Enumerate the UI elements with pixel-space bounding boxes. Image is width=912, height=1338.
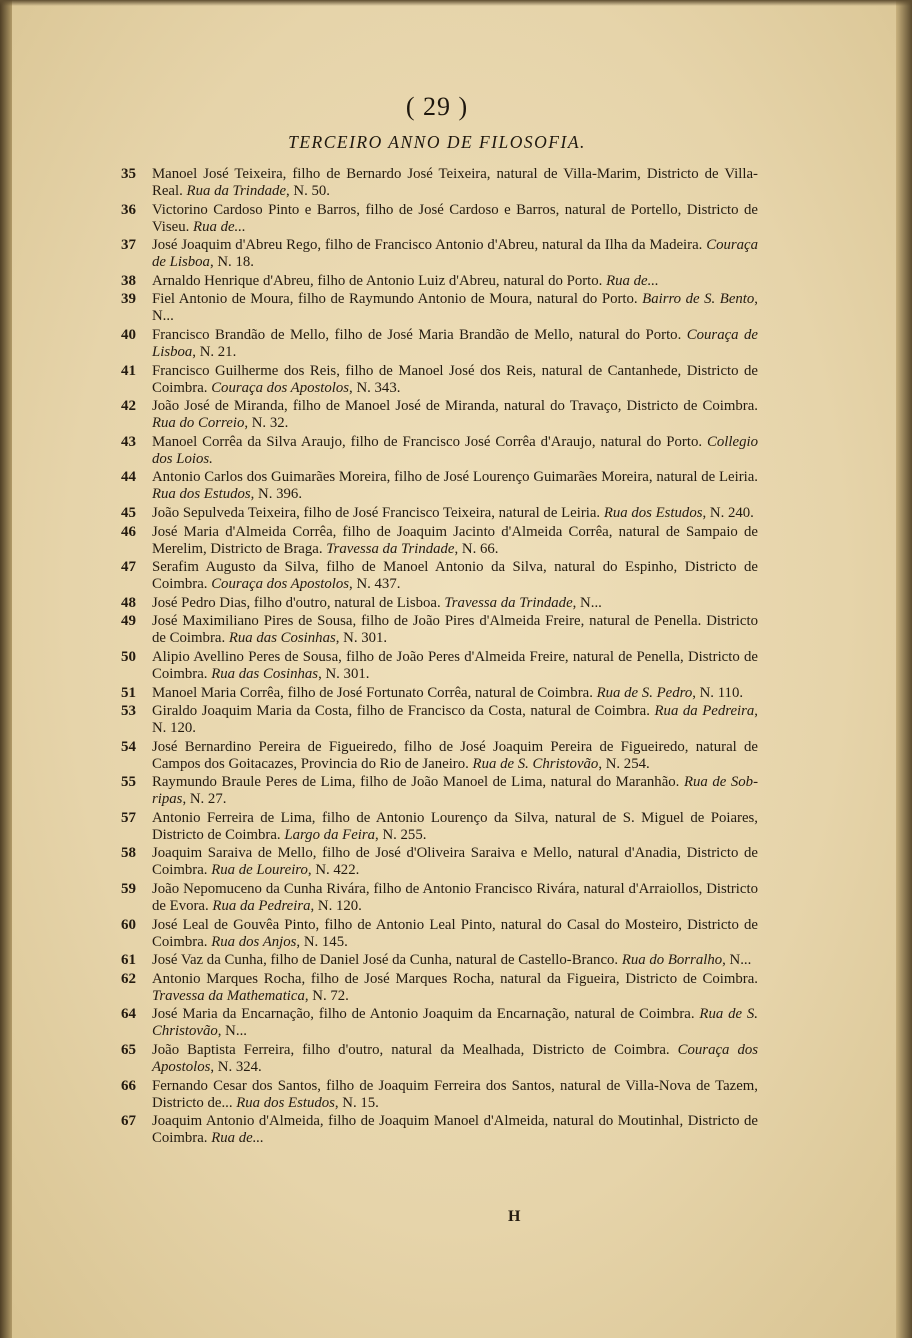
entry-text bbox=[152, 649, 758, 683]
entry-address: Rua de S. Christovão bbox=[472, 755, 599, 772]
entry-house-number: , N. 21. bbox=[192, 343, 237, 360]
entry-number: 64 bbox=[121, 1006, 136, 1023]
entry-description: José Bernardino Pereira de Figueiredo, filho de José Joaquim Pereira de Figueiredo, natural de Campos dos Goitacazes, Provincia do Rio de Janeiro. bbox=[152, 738, 758, 772]
entry-text bbox=[152, 202, 758, 236]
entry-description: Joaquim Antonio d'Almeida, filho de Joaquim Manoel d'Almeida, natural do Moutinhal, Districto de Coimbra. bbox=[152, 1113, 758, 1147]
entry-number: 53 bbox=[121, 703, 136, 720]
entry-number: 41 bbox=[121, 362, 136, 379]
entry-text bbox=[152, 505, 758, 522]
entry-number: 37 bbox=[121, 237, 136, 254]
list-item bbox=[108, 273, 758, 290]
list-item bbox=[108, 810, 758, 844]
entry-number: 60 bbox=[121, 916, 136, 933]
list-item bbox=[108, 166, 758, 200]
entry-description: João José de Miranda, filho de Manoel José de Miranda, natural do Travaço, Districto de Coimbra. bbox=[152, 398, 758, 415]
entry-address: Rua do Borralho bbox=[621, 952, 723, 969]
list-item bbox=[108, 917, 758, 951]
entry-text bbox=[152, 363, 758, 397]
page-number: ( 29 ) bbox=[405, 92, 469, 121]
entry-address: Rua de... bbox=[606, 272, 659, 289]
entry-text bbox=[152, 613, 758, 647]
entry-description: Fernando Cesar dos Santos, filho de Joaquim Ferreira dos Santos, natural de Villa-Nova de Tazem, Districto de... bbox=[152, 1077, 758, 1111]
entry-number: 44 bbox=[121, 469, 136, 486]
list-item bbox=[108, 881, 758, 915]
entry-text bbox=[152, 595, 758, 612]
entry-text bbox=[152, 166, 758, 200]
entry-description: José Vaz da Cunha, filho de Daniel José da Cunha, natural de Castello-Branco. bbox=[152, 952, 619, 969]
entry-text bbox=[152, 685, 758, 702]
entry-house-number: , N... bbox=[572, 594, 602, 611]
list-item bbox=[108, 739, 758, 773]
entry-house-number: , N. 72. bbox=[304, 987, 349, 1004]
entry-number: 54 bbox=[121, 738, 136, 755]
entry-number: 45 bbox=[121, 504, 136, 521]
entry-house-number: , N. 437. bbox=[349, 576, 401, 593]
list-item bbox=[108, 845, 758, 879]
entry-address: Rua de... bbox=[211, 1130, 264, 1147]
entry-house-number: , N. 343. bbox=[349, 379, 401, 396]
entry-description: Raymundo Braule Peres de Lima, filho de João Manoel de Lima, natural do Maranhão. bbox=[152, 774, 680, 791]
entry-address: Rua dos Estudos bbox=[603, 504, 703, 521]
entry-address: Bairro de S. Bento bbox=[642, 291, 755, 308]
entry-number: 50 bbox=[121, 648, 136, 665]
entry-number: 62 bbox=[121, 970, 136, 987]
entry-address: Rua dos Anjos bbox=[211, 933, 297, 950]
entry-description: José Maria da Encarnação, filho de Antonio Joaquim da Encarnação, natural de Coimbra. bbox=[152, 1006, 695, 1023]
list-item bbox=[108, 327, 758, 361]
list-item bbox=[108, 952, 758, 969]
entry-text bbox=[152, 1042, 758, 1076]
entry-description: Antonio Carlos dos Guimarães Moreira, filho de José Lourenço Guimarães Moreira, natural de Leiria. bbox=[152, 469, 758, 486]
entry-address: Rua das Cosinhas bbox=[228, 630, 336, 647]
entry-house-number: , N. 18. bbox=[209, 254, 254, 271]
entry-text bbox=[152, 559, 758, 593]
entry-description: Francisco Brandão de Mello, filho de José Maria Brandão de Mello, natural do Porto. bbox=[152, 326, 682, 343]
entry-house-number: , N. 120. bbox=[310, 898, 362, 915]
entry-text bbox=[152, 845, 758, 879]
entry-house-number: , N. 110. bbox=[692, 684, 744, 701]
entry-house-number: , N. 324. bbox=[210, 1059, 262, 1076]
entry-address: Rua de S. Pedro bbox=[596, 684, 693, 701]
entry-text bbox=[152, 881, 758, 915]
entry-description: Manoel José Teixeira, filho de Bernardo José Teixeira, natural de Villa-Marim, Districto de Villa-Real. bbox=[152, 166, 758, 199]
entry-address: Rua de S. Christovão bbox=[152, 1006, 758, 1040]
list-item bbox=[108, 291, 758, 325]
entry-number: 67 bbox=[121, 1113, 136, 1130]
list-item bbox=[108, 1078, 758, 1112]
entry-number: 39 bbox=[121, 291, 136, 308]
entry-house-number: , N. 15. bbox=[334, 1094, 379, 1111]
entry-address: Rua da Trindade bbox=[186, 183, 287, 199]
entry-text bbox=[152, 291, 758, 325]
list-item bbox=[108, 202, 758, 236]
entry-description: Antonio Ferreira de Lima, filho de Antonio Lourenço da Silva, natural de S. Miguel de Poiares, Districto de Coimbra. bbox=[152, 809, 758, 843]
entry-number: 46 bbox=[121, 523, 136, 540]
list-item bbox=[108, 971, 758, 1005]
list-item bbox=[108, 774, 758, 808]
entry-house-number: , N. 396. bbox=[250, 486, 303, 503]
list-item bbox=[108, 363, 758, 397]
entry-house-number: , N. 145. bbox=[296, 933, 348, 950]
list-item bbox=[108, 559, 758, 593]
list-item bbox=[108, 1042, 758, 1076]
list-item bbox=[108, 237, 758, 271]
entry-address: Rua das Cosinhas bbox=[211, 665, 319, 682]
entry-text bbox=[152, 971, 758, 1005]
entry-text bbox=[152, 952, 758, 969]
entry-house-number: , N. 27. bbox=[182, 791, 227, 808]
entry-house-number: , N. 255. bbox=[375, 826, 427, 843]
entry-address: Rua dos Estudos bbox=[152, 486, 251, 503]
entry-address: Travessa da Mathematica bbox=[152, 987, 305, 1004]
entry-description: Manoel Maria Corrêa, filho de José Fortunato Corrêa, natural de Coimbra. bbox=[152, 684, 593, 701]
page-heading: TERCEIRO ANNO DE FILOSOFIA. bbox=[288, 132, 586, 152]
entry-description: Manoel Corrêa da Silva Araujo, filho de Francisco José Corrêa d'Araujo, natural do Porto. bbox=[152, 433, 703, 450]
list-item bbox=[108, 1113, 758, 1147]
entry-description: José Joaquim d'Abreu Rego, filho de Francisco Antonio d'Abreu, natural da Ilha da Madeira. bbox=[152, 237, 703, 254]
entry-description: José Maximiliano Pires de Sousa, filho de João Pires d'Almeida Freire, natural de Penella. Districto de Coimbra. bbox=[152, 613, 758, 647]
entry-house-number: , N. 240. bbox=[702, 504, 754, 521]
entry-house-number: , N. 254. bbox=[598, 755, 650, 772]
list-item bbox=[108, 685, 758, 702]
entry-address: Travessa da Trindade bbox=[326, 540, 455, 557]
student-list bbox=[108, 166, 758, 1149]
page-left-edge-shadow bbox=[0, 0, 12, 1338]
entry-address: Rua da Pedreira bbox=[212, 898, 311, 915]
entry-text bbox=[152, 273, 758, 290]
list-item bbox=[108, 434, 758, 468]
entry-description: José Leal de Gouvêa Pinto, filho de Antonio Leal Pinto, natural do Casal do Mosteiro, Districto de Coimbra. bbox=[152, 916, 758, 950]
entry-text bbox=[152, 434, 758, 468]
entry-number: 48 bbox=[121, 594, 136, 611]
list-item bbox=[108, 505, 758, 522]
entry-description: Joaquim Saraiva de Mello, filho de José d'Oliveira Saraiva e Mello, natural d'Anadia, Districto de Coimbra. bbox=[152, 845, 758, 879]
entry-number: 57 bbox=[121, 809, 136, 826]
entry-number: 49 bbox=[121, 613, 136, 630]
entry-number: 58 bbox=[121, 845, 136, 862]
list-item bbox=[108, 398, 758, 432]
entry-house-number: , N. 66. bbox=[454, 540, 499, 557]
entry-address: Couraça de Lisboa bbox=[152, 237, 758, 271]
entry-address: Rua da Pedreira bbox=[654, 703, 755, 720]
entry-description: Antonio Marques Rocha, filho de José Marques Rocha, natural da Figueira, Districto de Coimbra. bbox=[152, 970, 758, 987]
entry-text bbox=[152, 469, 758, 503]
entry-description: Serafim Augusto da Silva, filho de Manoel Antonio da Silva, natural do Espinho, Districto de Coimbra. bbox=[152, 559, 758, 593]
entry-text bbox=[152, 1113, 758, 1147]
entry-text bbox=[152, 398, 758, 432]
entry-number: 42 bbox=[121, 398, 136, 415]
entry-house-number: , N. 32. bbox=[244, 415, 289, 432]
entry-text bbox=[152, 917, 758, 951]
entry-description: José Pedro Dias, filho d'outro, natural de Lisboa. bbox=[152, 594, 441, 611]
entry-text bbox=[152, 327, 758, 361]
entry-address: Rua de Sob-ripas bbox=[152, 774, 759, 808]
entry-description: José Maria d'Almeida Corrêa, filho de Joaquim Jacinto d'Almeida Corrêa, natural de Sampaio de Merelim, Districto de Braga. bbox=[152, 523, 758, 557]
entry-house-number: , N. 301. bbox=[335, 630, 388, 647]
entry-number: 55 bbox=[121, 774, 136, 791]
entry-description: Arnaldo Henrique d'Abreu, filho de Antonio Luiz d'Abreu, natural do Porto. bbox=[152, 272, 603, 289]
list-item bbox=[108, 595, 758, 612]
entry-number: 59 bbox=[121, 881, 136, 898]
entry-address: Collegio dos Loios. bbox=[152, 433, 758, 467]
list-item bbox=[108, 613, 758, 647]
entry-description: Victorino Cardoso Pinto e Barros, filho de José Cardoso e Barros, natural de Portello, Districto de Viseu. bbox=[152, 201, 758, 235]
list-item bbox=[108, 703, 758, 737]
entry-address: Rua dos Estudos bbox=[236, 1094, 335, 1111]
entry-number: 66 bbox=[121, 1077, 136, 1094]
entry-address: Couraça dos Apostolos bbox=[211, 576, 350, 593]
entry-description: João Sepulveda Teixeira, filho de José Francisco Teixeira, natural de Leiria. bbox=[152, 504, 601, 521]
entry-house-number: , N. 50. bbox=[286, 183, 330, 199]
entry-text bbox=[152, 703, 758, 737]
entry-text bbox=[152, 774, 758, 808]
entry-house-number: , N... bbox=[152, 291, 758, 325]
entry-number: 43 bbox=[121, 433, 136, 450]
entry-description: Francisco Guilherme dos Reis, filho de Manoel José dos Reis, natural de Cantanhede, Districto de Coimbra. bbox=[152, 362, 758, 396]
entry-description: Alipio Avellino Peres de Sousa, filho de João Peres d'Almeida Freire, natural de Penella, Districto de Coimbra. bbox=[152, 648, 758, 682]
entry-address: Couraça dos Apostolos bbox=[152, 1042, 759, 1076]
entry-text bbox=[152, 237, 758, 271]
list-item bbox=[108, 524, 758, 558]
entry-description: João Nepomuceno da Cunha Rivára, filho de Antonio Francisco Rivára, natural d'Arraiollos, Districto de Evora. bbox=[152, 881, 758, 915]
entry-address: Rua do Correio bbox=[152, 415, 245, 432]
list-item bbox=[108, 469, 758, 503]
entry-number: 51 bbox=[121, 684, 136, 701]
entry-text bbox=[152, 1006, 758, 1040]
page-top-edge-shadow bbox=[0, 0, 912, 6]
entry-number: 47 bbox=[121, 559, 136, 576]
entry-number: 61 bbox=[121, 952, 136, 969]
list-item bbox=[108, 649, 758, 683]
signature-mark: H bbox=[508, 1208, 521, 1225]
page-right-edge-shadow bbox=[896, 0, 912, 1338]
entry-number: 40 bbox=[121, 326, 136, 343]
entry-description: Fiel Antonio de Moura, filho de Raymundo Antonio de Moura, natural do Porto. bbox=[152, 291, 638, 308]
entry-description: Giraldo Joaquim Maria da Costa, filho de Francisco da Costa, natural de Coimbra. bbox=[152, 703, 650, 720]
entry-house-number: , N... bbox=[722, 952, 752, 969]
entry-number: 65 bbox=[121, 1042, 136, 1059]
entry-address: Couraça dos Apostolos bbox=[211, 379, 350, 396]
entry-address: Rua de... bbox=[193, 218, 246, 235]
entry-address: Rua de Loureiro bbox=[211, 862, 308, 879]
entry-text bbox=[152, 1078, 758, 1112]
entry-house-number: , N. 120. bbox=[152, 703, 758, 737]
entry-number: 36 bbox=[121, 201, 136, 218]
entry-text bbox=[152, 739, 758, 773]
entry-number: 38 bbox=[121, 272, 136, 289]
entry-house-number: , N... bbox=[217, 1023, 247, 1040]
entry-text bbox=[152, 810, 758, 844]
list-item bbox=[108, 1006, 758, 1040]
entry-number: 35 bbox=[121, 166, 136, 182]
entry-house-number: , N. 422. bbox=[307, 862, 360, 879]
entry-house-number: , N. 301. bbox=[318, 665, 370, 682]
entry-address: Couraça de Lisboa bbox=[152, 326, 758, 360]
entry-address: Largo da Feira bbox=[284, 826, 376, 843]
entry-text bbox=[152, 524, 758, 558]
entry-description: João Baptista Ferreira, filho d'outro, natural da Mealhada, Districto de Coimbra. bbox=[152, 1042, 670, 1059]
entry-address: Travessa da Trindade bbox=[444, 594, 573, 611]
